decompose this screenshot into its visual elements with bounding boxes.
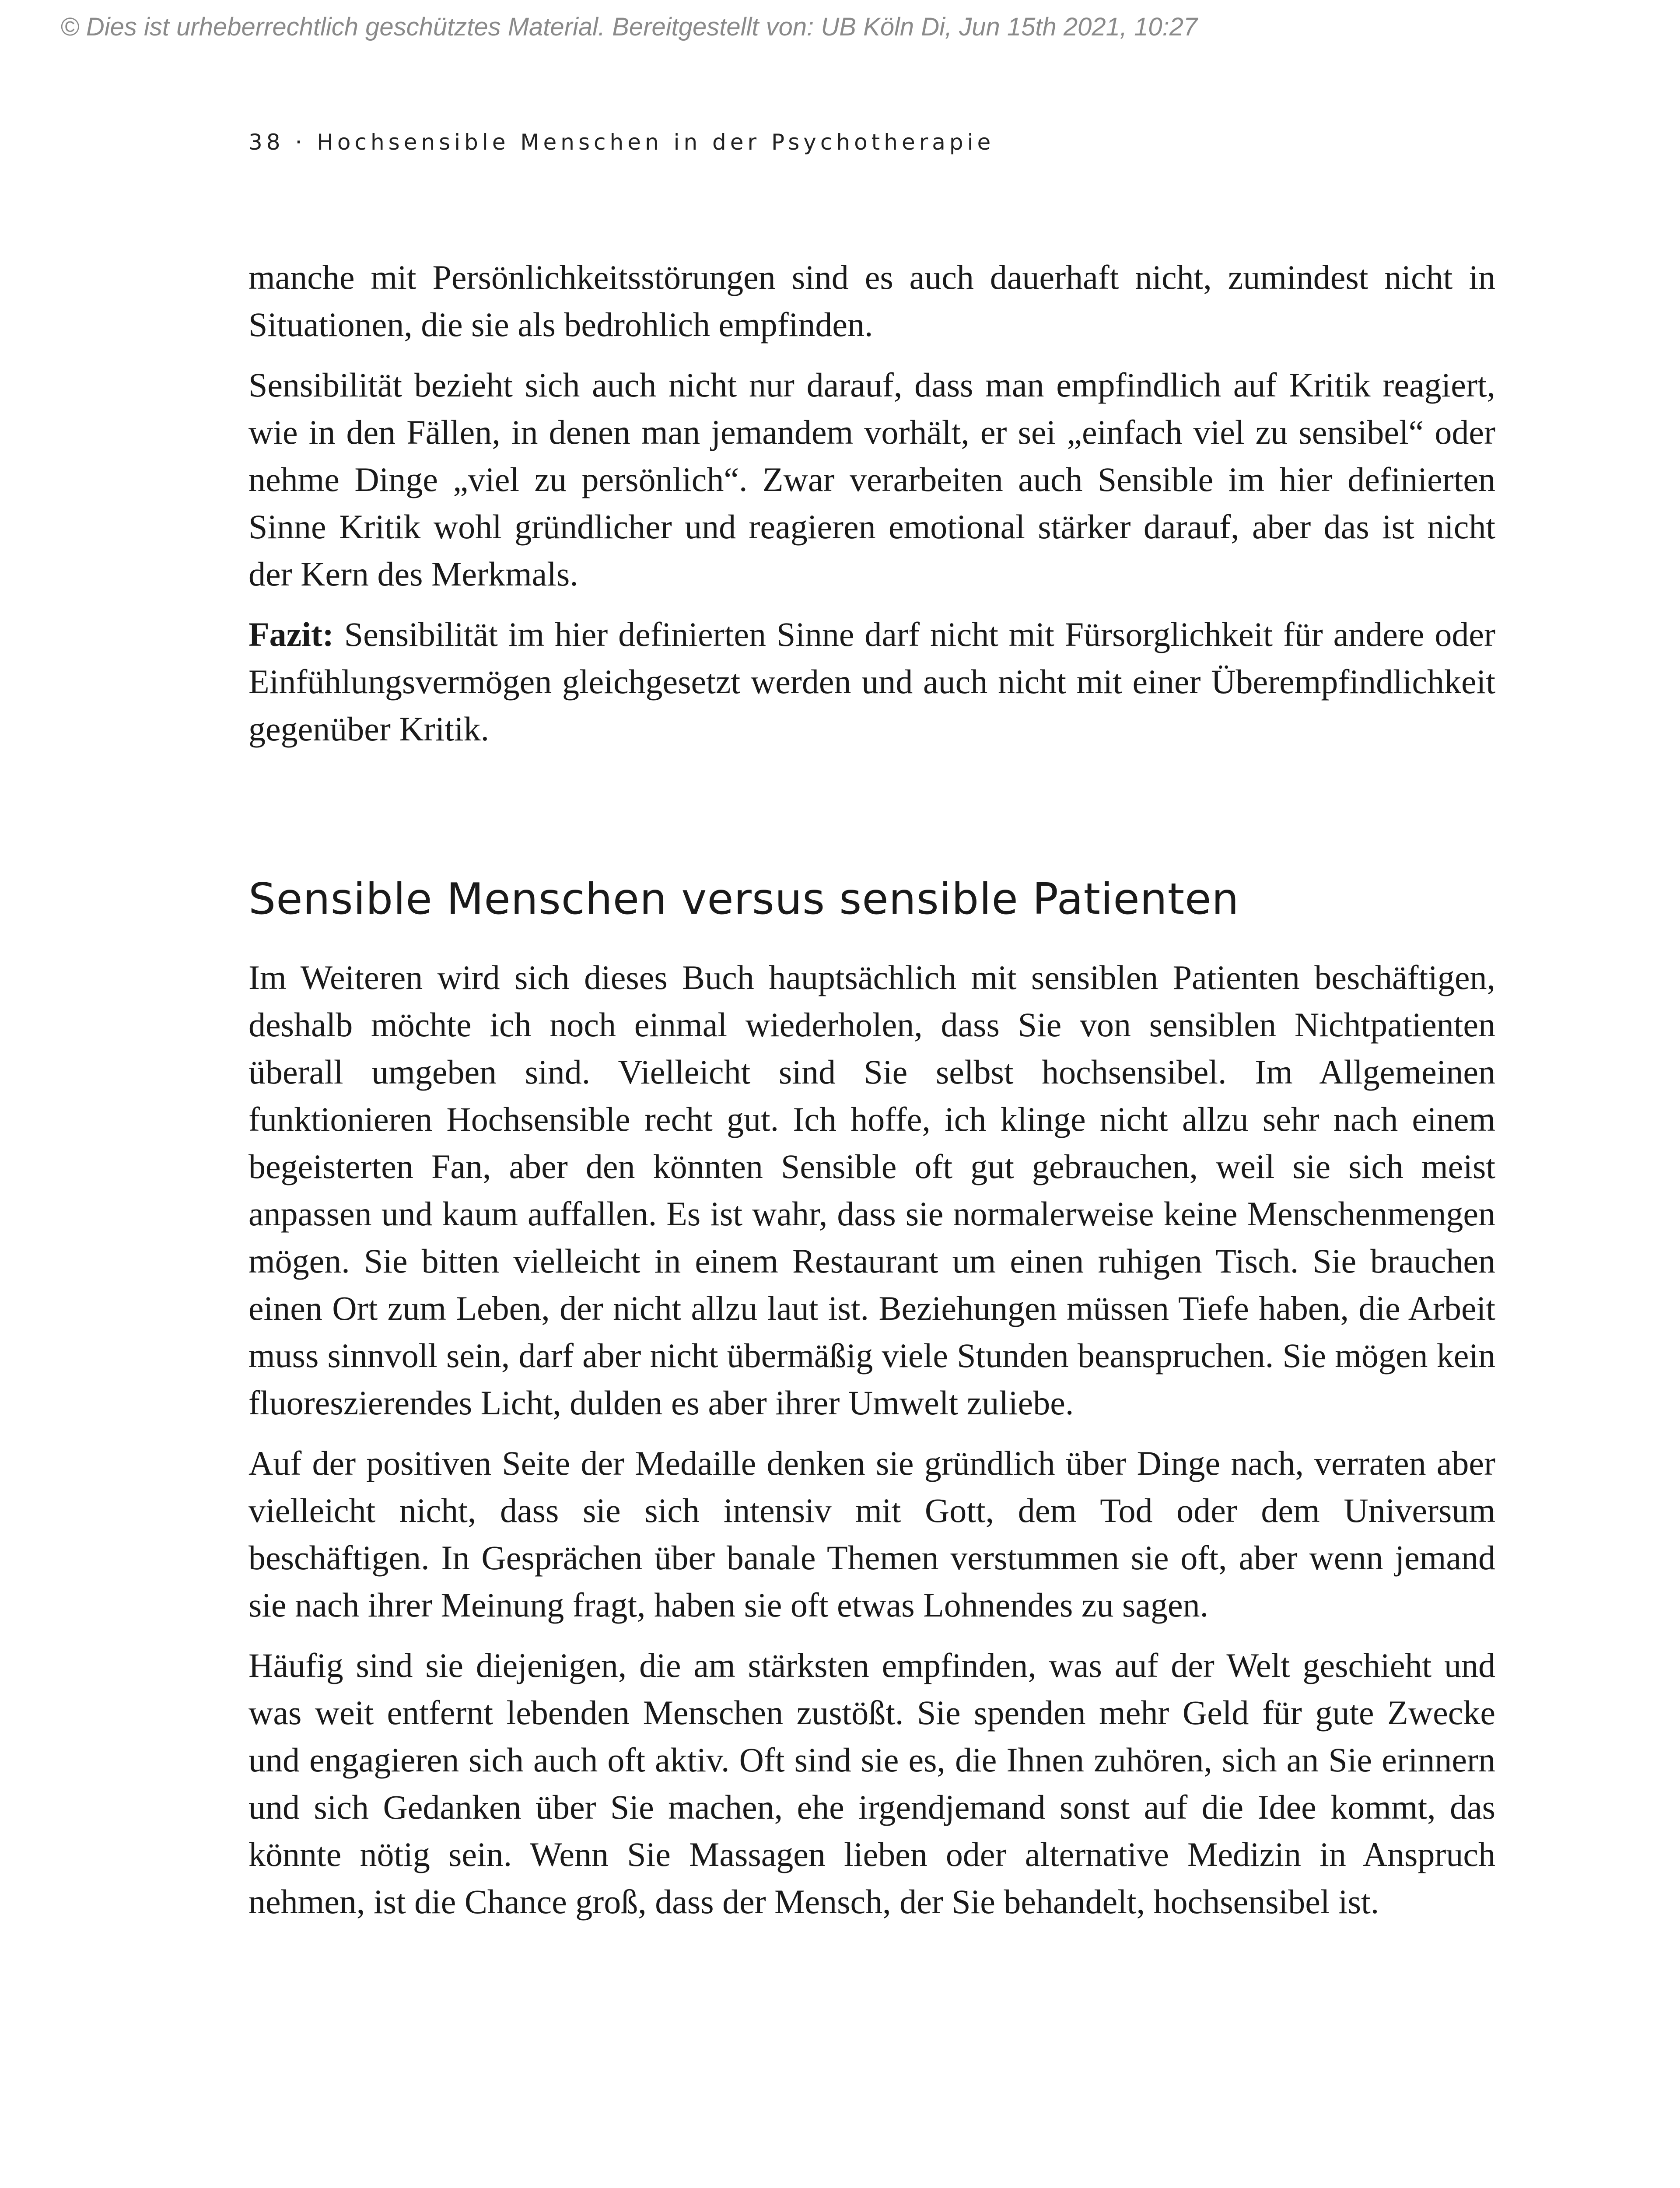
fazit-text: Sensibilität im hier definierten Sinne darf nicht mit Fürsorglichkeit für andere oder Einfühlungsvermögen gleichgesetzt werden und auch nicht mit einer Überempfindlichkeit gegenüber Kritik. <box>248 615 1495 748</box>
paragraph-positive-side: Auf der positiven Seite der Medaille denken sie gründlich über Dinge nach, verraten aber vielleicht nicht, dass sie sich intensiv mit Gott, dem Tod oder dem Universum beschäftigen. In Gesprächen über banale Themen verstummen sie oft, aber wenn jemand sie nach ihrer Meinung fragt, haben sie oft etwas Lohnendes zu sagen. <box>248 1444 1495 1624</box>
paragraph-criticism: Sensibilität bezieht sich auch nicht nur darauf, dass man empfindlich auf Kritik reagiert, wie in den Fällen, in denen man jemandem vorhält, er sei „einfach viel zu sensibel“ oder nehme Dinge „viel zu persönlich“. Zwar verarbeiten auch Sensible im hier definierten Sinne Kritik wohl gründlicher und reagieren emotional stärker darauf, aber das ist nicht der Kern des Merkmals. <box>248 366 1495 593</box>
fazit-label: Fazit: <box>248 615 334 653</box>
running-head: 38 · Hochsensible Menschen in der Psychotherapie <box>248 130 995 155</box>
paragraph-empathy: Häufig sind sie diejenigen, die am stärksten empfinden, was auf der Welt geschieht und was weit entfernt lebenden Menschen zustößt. Sie spenden mehr Geld für gute Zwecke und engagieren sich auch oft aktiv. Oft sind sie es, die Ihnen zuhören, sich an Sie erinnern und sich Gedanken über Sie machen, ehe irgendjemand sonst auf die Idee kommt, das könnte nötig sein. Wenn Sie Massagen lieben oder alternative Medizin in Anspruch nehmen, ist die Chance groß, dass der Mensch, der Sie behandelt, hochsensibel ist. <box>248 1646 1495 1921</box>
copyright-watermark: © Dies ist urheberrechtlich geschütztes Material. Bereitgestellt von: UB Köln Di, Jun 15th 2021, 10:27 <box>60 13 1198 41</box>
fazit-summary <box>248 611 1495 753</box>
paragraph-continuation: manche mit Persönlichkeitsstörungen sind es auch dauerhaft nicht, zumindest nicht in Situationen, die sie als bedrohlich empfinden. <box>248 258 1495 344</box>
page-body <box>248 254 1495 1925</box>
section-heading: Sensible Menschen versus sensible Patienten <box>248 874 1239 924</box>
paragraph-patients: Im Weiteren wird sich dieses Buch hauptsächlich mit sensiblen Patienten beschäftigen, deshalb möchte ich noch einmal wiederholen, dass Sie von sensiblen Nichtpatienten überall umgeben sind. Vielleicht sind Sie selbst hochsensibel. Im Allgemeinen funktionieren Hochsensible recht gut. Ich hoffe, ich klinge nicht allzu sehr nach einem begeisterten Fan, aber den könnten Sensible oft gut gebrauchen, weil sie sich meist anpassen und kaum auffallen. Es ist wahr, dass sie normalerweise keine Menschenmengen mögen. Sie bitten vielleicht in einem Restaurant um einen ruhigen Tisch. Sie brauchen einen Ort zum Leben, der nicht allzu laut ist. Beziehungen müssen Tiefe haben, die Arbeit muss sinnvoll sein, darf aber nicht übermäßig viele Stunden beanspruchen. Sie mögen kein fluoreszierendes Licht, dulden es aber ihrer Umwelt zuliebe. <box>248 958 1495 1422</box>
